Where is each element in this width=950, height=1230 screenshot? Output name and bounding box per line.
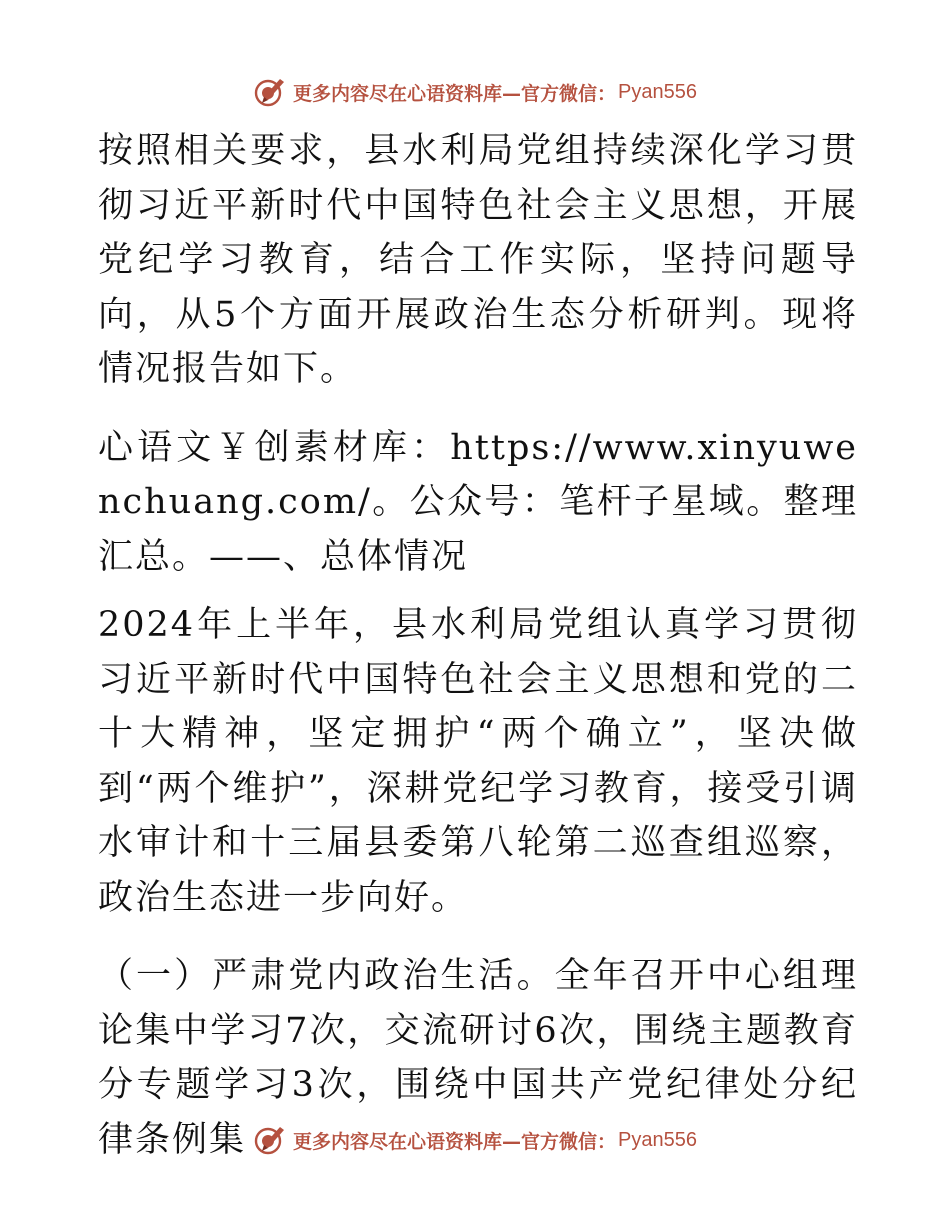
paragraph-section-one: （一）严肃党内政治生活。全年召开中心组理论集中学习7次，交流研讨6次，围绕主题教育分专题学习3次，围绕中国共产党纪律处分纪律条例集 (98, 956, 858, 1160)
document-body (98, 118, 858, 1167)
footer-watermark-text: 更多内容尽在心语资料库—官方微信： (293, 1130, 617, 1153)
header-watermark (0, 72, 950, 112)
pen-logo-icon (253, 1123, 287, 1157)
paragraph-source-note: 心语文￥创素材库：https://www.xinyuwenchuang.com/。公众号：笔杆子星域。整理汇总。——、总体情况 (98, 427, 858, 577)
footer-watermark-account: Pyan556 (618, 1128, 697, 1151)
header-watermark-text: 更多内容尽在心语资料库—官方微信： (293, 82, 617, 105)
header-watermark-account: Pyan556 (618, 80, 697, 103)
paragraph-overall-situation: 2024年上半年，县水利局党组认真学习贯彻习近平新时代中国特色社会主义思想和党的二十大精神，坚定拥护“两个确立”，坚决做到“两个维护”，深耕党纪学习教育，接受引调水审计和十三届县委第八轮第二巡查组巡察，政治生态进一步向好。 (98, 605, 858, 918)
footer-watermark (0, 1120, 950, 1160)
paragraph-intro: 按照相关要求，县水利局党组持续深化学习贯彻习近平新时代中国特色社会主义思想，开展党纪学习教育，结合工作实际，坚持问题导向，从5个方面开展政治生态分析研判。现将情况报告如下。 (98, 131, 858, 389)
pen-logo-icon (253, 75, 287, 109)
